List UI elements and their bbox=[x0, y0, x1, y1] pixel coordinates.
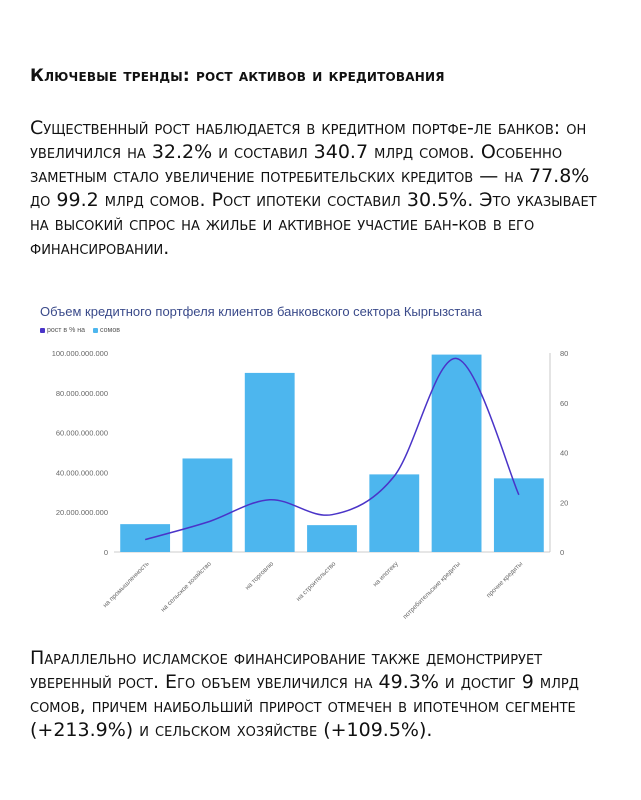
y-left-tick-label: 80.000.000.000 bbox=[55, 388, 108, 398]
y-left-tick-label: 100.000.000.000 bbox=[51, 349, 108, 358]
x-category-label: прочие кредиты bbox=[485, 560, 525, 600]
bar-5 bbox=[432, 355, 482, 552]
bar-2 bbox=[245, 373, 295, 552]
y-right-tick-label: 0 bbox=[560, 548, 565, 557]
x-category-label: на торговлю bbox=[244, 560, 276, 592]
y-left-tick-label: 60.000.000.000 bbox=[55, 428, 108, 438]
section-heading: Ключевые тренды: рост активов и кредитования bbox=[30, 66, 445, 86]
legend-label-growth: рост в % на bbox=[47, 327, 86, 334]
paragraph-credit-growth: Существенный рост наблюдается в кредитном портфе-ле банков: он увеличился на 32.2% и составил 340.7 млрд сомов. Особенно заметным стало увеличение потребительских кредитов — на 77.8% до 99.2 млрд сомов. Рост ипотеки составил 30.5%. Это указывает на высокий спрос на жилье и активное участие бан-ков в его финансировании. bbox=[30, 117, 597, 259]
x-category-label: на ипотеку bbox=[371, 560, 400, 589]
y-right-tick-label: 60 bbox=[560, 398, 569, 408]
y-right-tick-label: 80 bbox=[560, 349, 569, 358]
bar-4 bbox=[369, 474, 419, 552]
bar-6 bbox=[494, 478, 544, 552]
loan-portfolio-chart bbox=[30, 300, 605, 640]
legend-label-volume: сомов bbox=[100, 327, 120, 334]
x-category-label: на строительство bbox=[295, 560, 338, 603]
bar-1 bbox=[183, 458, 233, 552]
y-left-tick-label: 20.000.000.000 bbox=[55, 508, 108, 518]
x-category-label: потребительские кредиты bbox=[401, 560, 462, 621]
y-right-tick-label: 20 bbox=[560, 498, 569, 508]
bar-0 bbox=[120, 524, 170, 552]
x-category-label: на сельское хозяйство bbox=[159, 560, 213, 614]
chart-container bbox=[30, 300, 605, 640]
y-left-tick-label: 0 bbox=[103, 548, 108, 557]
y-left-tick-label: 40.000.000.000 bbox=[55, 468, 108, 478]
paragraph-islamic-finance: Параллельно исламское финансирование также демонстрирует уверенный рост. Его объем увеличился на 49.3% и достиг 9 млрд сомов, причем наибольший прирост отмечен в ипотечном сегменте (+213.9%) и сельском хозяйстве (+109.5%). bbox=[30, 647, 579, 741]
y-right-tick-label: 40 bbox=[560, 448, 569, 458]
bar-3 bbox=[307, 525, 357, 552]
x-category-label: на промышленность bbox=[101, 560, 151, 610]
chart-title: Объем кредитного портфеля клиентов банковского сектора Кыргызстана bbox=[40, 304, 482, 319]
